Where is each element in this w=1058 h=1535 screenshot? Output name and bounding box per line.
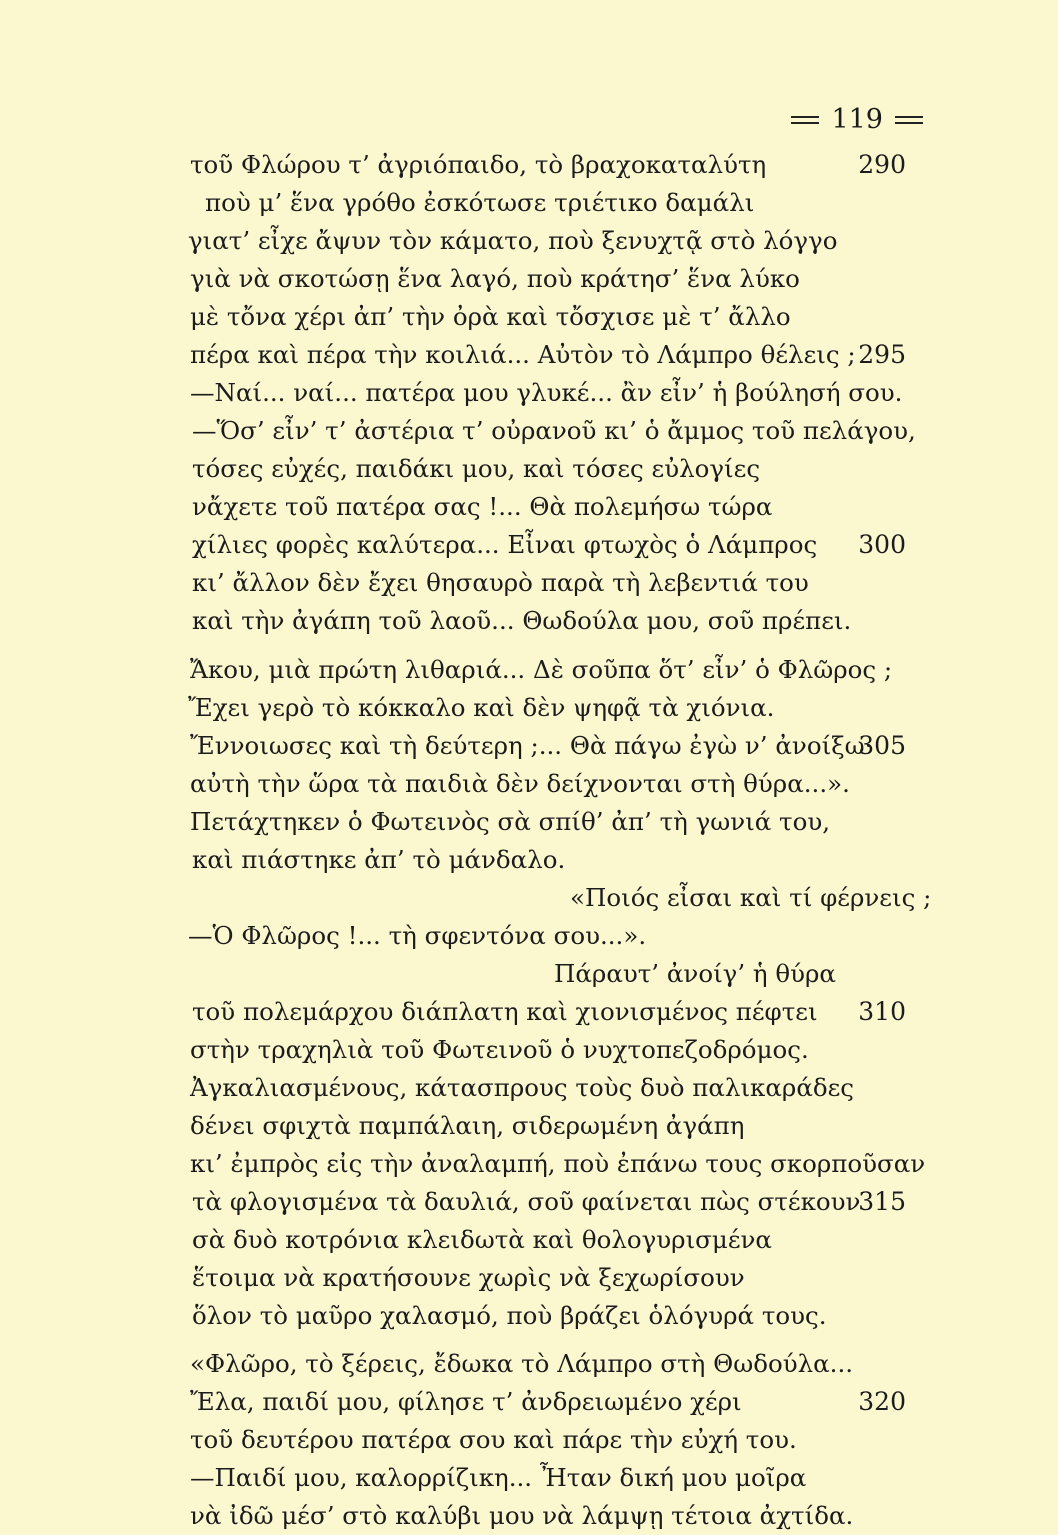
line-text: μὲ τὄνα χέρι ἀπ’ τὴν ὀρὰ καὶ τὄσχισε μὲ τ’ ἄλλο bbox=[190, 302, 791, 331]
poem-line bbox=[0, 602, 1058, 640]
poem-line bbox=[0, 689, 1058, 727]
line-number: 295 bbox=[858, 340, 906, 369]
poem-line bbox=[0, 1107, 1058, 1145]
line-text: κι’ ἄλλον δὲν ἔχει θησαυρὸ παρὰ τὴ λεβεντιά του bbox=[192, 568, 809, 597]
poem-line bbox=[0, 1145, 1058, 1183]
header-rule-left bbox=[791, 116, 819, 124]
poem-line bbox=[0, 651, 1058, 689]
line-text: τοῦ Φλώρου τ’ ἀγριόπαιδο, τὸ βραχοκαταλύτη bbox=[190, 150, 767, 179]
poem-line bbox=[0, 841, 1058, 879]
poem-line bbox=[0, 1497, 1058, 1535]
line-number: 305 bbox=[858, 731, 906, 760]
line-text: τοῦ δευτέρου πατέρα σου καὶ πάρε τὴν εὐχή του. bbox=[190, 1425, 797, 1454]
line-text: γιὰ νὰ σκοτώσῃ ἕνα λαγό, ποὺ κράτησ’ ἕνα λύκο bbox=[190, 264, 800, 293]
line-text: τοῦ πολεμάρχου διάπλατη καὶ χιονισμένος πέφτει bbox=[192, 997, 818, 1026]
line-text: Ἔλα, παιδί μου, φίλησε τ’ ἀνδρειωμένο χέρι bbox=[190, 1387, 742, 1416]
poem-line bbox=[0, 1383, 1058, 1421]
poem-line bbox=[0, 374, 1058, 412]
poem-line bbox=[0, 336, 1058, 374]
line-text: —Ναί... ναί... πατέρα μου γλυκέ... ἂν εἶν’ ἡ βούλησή σου. bbox=[190, 378, 903, 407]
poem-line bbox=[0, 879, 1058, 917]
poem-line bbox=[0, 917, 1058, 955]
poem-line bbox=[0, 993, 1058, 1031]
line-text: δένει σφιχτὰ παμπάλαιη, σιδερωμένη ἀγάπη bbox=[190, 1111, 745, 1140]
poem-line bbox=[0, 564, 1058, 602]
line-text: καὶ τὴν ἀγάπη τοῦ λαοῦ... Θωδούλα μου, σοῦ πρέπει. bbox=[192, 606, 852, 635]
poem-line bbox=[0, 488, 1058, 526]
poem-line bbox=[0, 450, 1058, 488]
page-header bbox=[791, 104, 923, 135]
poem-line bbox=[0, 146, 1058, 184]
line-text: —Ὁ Φλῶρος !... τὴ σφεντόνα σου...». bbox=[188, 921, 647, 950]
page-number: 119 bbox=[831, 104, 883, 135]
line-text: Ἀγκαλιασμένους, κάτασπρους τοὺς δυὸ παλικαράδες bbox=[190, 1073, 855, 1102]
poem-line bbox=[0, 526, 1058, 564]
line-text: καὶ πιάστηκε ἀπ’ τὸ μάνδαλο. bbox=[192, 845, 566, 874]
poem-line bbox=[0, 1259, 1058, 1297]
line-number: 310 bbox=[858, 997, 906, 1026]
poem-line bbox=[0, 765, 1058, 803]
line-text: γιατ’ εἶχε ἄψυν τὸν κάματο, ποὺ ξενυχτᾷ στὸ λόγγο bbox=[188, 226, 838, 255]
line-number: 315 bbox=[858, 1187, 906, 1216]
line-text: τόσες εὐχές, παιδάκι μου, καὶ τόσες εὐλογίες bbox=[192, 454, 761, 483]
poem-line bbox=[0, 260, 1058, 298]
line-text: ποὺ μ’ ἕνα γρόθο ἐσκότωσε τριέτικο δαμάλι bbox=[205, 188, 755, 217]
line-text: Ἄκου, μιὰ πρώτη λιθαριά... Δὲ σοῦπα ὅτ’ εἶν’ ὁ Φλῶρος ; bbox=[190, 655, 893, 684]
line-text: Πάραυτ’ ἀνοίγ’ ἡ θύρα bbox=[554, 959, 836, 988]
line-text: —Παιδί μου, καλορρίζικη... Ἦταν δική μου μοῖρα bbox=[190, 1463, 807, 1492]
line-text: «Φλῶρο, τὸ ξέρεις, ἔδωκα τὸ Λάμπρο στὴ Θωδούλα... bbox=[190, 1349, 854, 1378]
line-text: —Ὅσ’ εἶν’ τ’ ἀστέρια τ’ οὐρανοῦ κι’ ὁ ἄμμος τοῦ πελάγου, bbox=[192, 416, 916, 445]
poem-line bbox=[0, 955, 1058, 993]
line-text: κι’ ἐμπρὸς εἰς τὴν ἀναλαμπή, ποὺ ἐπάνω τους σκορποῦσαν bbox=[190, 1149, 926, 1178]
poem-line bbox=[0, 1183, 1058, 1221]
poem-line bbox=[0, 184, 1058, 222]
poem-line bbox=[0, 222, 1058, 260]
poem-line bbox=[0, 1069, 1058, 1107]
line-number: 290 bbox=[858, 150, 906, 179]
poem-line bbox=[0, 727, 1058, 765]
line-text: Ἔχει γερὸ τὸ κόκκαλο καὶ δὲν ψηφᾷ τὰ χιόνια. bbox=[188, 693, 775, 722]
poem-line bbox=[0, 1221, 1058, 1259]
poem-line bbox=[0, 298, 1058, 336]
poem-line bbox=[0, 1297, 1058, 1335]
poem-line bbox=[0, 1031, 1058, 1069]
line-text: πέρα καὶ πέρα τὴν κοιλιά... Αὐτὸν τὸ Λάμπρο θέλεις ; bbox=[190, 340, 856, 369]
line-text: νὰ ἰδῶ μέσ’ στὸ καλύβι μου νὰ λάμψῃ τέτοια ἀχτίδα. bbox=[190, 1501, 854, 1530]
line-text: Ἔννοιωσες καὶ τὴ δεύτερη ;... Θὰ πάγω ἐγὼ ν’ ἀνοίξω· bbox=[190, 731, 873, 760]
line-text: σὰ δυὸ κοτρόνια κλειδωτὰ καὶ θολογυρισμένα bbox=[192, 1225, 772, 1254]
header-rule-right bbox=[895, 116, 923, 124]
line-number: 300 bbox=[858, 530, 906, 559]
line-text: τὰ φλογισμένα τὰ δαυλιά, σοῦ φαίνεται πὼς στέκουν bbox=[192, 1187, 861, 1216]
line-text: Πετάχτηκεν ὁ Φωτεινὸς σὰ σπίθ’ ἀπ’ τὴ γωνιά του, bbox=[190, 807, 831, 836]
poem-line bbox=[0, 1459, 1058, 1497]
poem-line bbox=[0, 1421, 1058, 1459]
poem-line bbox=[0, 803, 1058, 841]
line-text: ὅλον τὸ μαῦρο χαλασμό, ποὺ βράζει ὁλόγυρά τους. bbox=[192, 1301, 827, 1330]
line-text: αὐτὴ τὴν ὥρα τὰ παιδιὰ δὲν δείχνονται στὴ θύρα...». bbox=[190, 769, 850, 798]
line-text: νἄχετε τοῦ πατέρα σας !... Θὰ πολεμήσω τώρα bbox=[192, 492, 773, 521]
line-text: χίλιες φορὲς καλύτερα... Εἶναι φτωχὸς ὁ Λάμπρος bbox=[192, 530, 818, 559]
line-text: ἕτοιμα νὰ κρατήσουνε χωρὶς νὰ ξεχωρίσουν bbox=[192, 1263, 745, 1292]
poem-line bbox=[0, 1345, 1058, 1383]
line-text: στὴν τραχηλιὰ τοῦ Φωτεινοῦ ὁ νυχτοπεζοδρόμος. bbox=[190, 1035, 809, 1064]
line-number: 320 bbox=[858, 1387, 906, 1416]
poem-line bbox=[0, 412, 1058, 450]
line-text: «Ποιός εἶσαι καὶ τί φέρνεις ; bbox=[570, 883, 932, 912]
